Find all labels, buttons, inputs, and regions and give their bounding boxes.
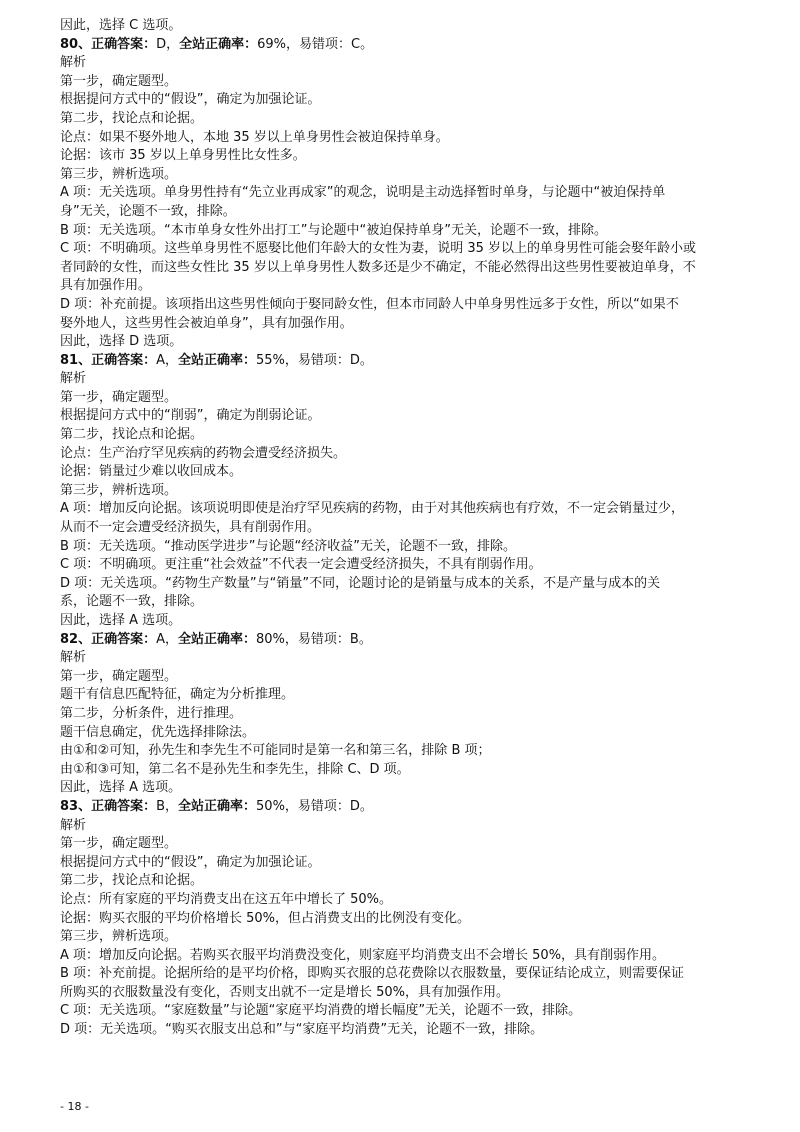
analysis-line: 第一步，确定题型。 [60,668,178,684]
analysis-line: 因此，选择 A 选项。 [60,613,182,628]
page-number: - 18 - [60,1100,89,1113]
answer-value: A， [156,631,178,647]
analysis-line: 因此，选择 A 选项。 [60,780,182,796]
analysis-line: 因此，选择 D 选项。 [60,334,183,350]
answer-label: 83、正确答案： [60,798,157,814]
accuracy-value: 50%，易错项：D。 [256,798,373,814]
conclusion-line: 因此，选择 C 选项。 [60,18,182,33]
analysis-line: 第一步，确定题型。 [60,389,178,405]
answer-label: 80、正确答案： [60,36,157,52]
accuracy-label: 全站正确率： [179,36,258,52]
analysis-line: 论点：如果不娶外地人，本地 35 岁以上单身男性会被迫保持单身。 [60,129,449,145]
analysis-line: C 项：无关选项。“家庭数量”与论题“家庭平均消费的增长幅度”无关，论题不一致，排除。 [60,1003,582,1019]
answer-value: D， [156,36,180,52]
accuracy-label: 全站正确率： [178,798,257,814]
analysis-heading: 解析 [60,817,87,833]
analysis-line: 根据提问方式中的“削弱”，确定为削弱论证。 [60,408,321,424]
question-block [60,352,740,631]
question-header [60,798,740,817]
question-block [60,36,740,352]
analysis-heading: 解析 [60,55,87,71]
question-header [60,36,740,55]
analysis-line: B 项：无关选项。“推动医学进步”与论题“经济收益”无关，论题不一致，排除。 [60,538,516,554]
analysis-line: 具有加强作用。 [60,278,152,294]
analysis-line: 第二步，找论点和论据。 [60,427,204,443]
analysis-line: 第一步，确定题型。 [60,73,178,89]
analysis-line: 根据提问方式中的“假设”，确定为加强论证。 [60,92,321,108]
analysis-heading: 解析 [60,371,87,387]
analysis-heading: 解析 [60,650,87,666]
accuracy-value: 80%，易错项：B。 [256,631,372,647]
accuracy-label: 全站正确率： [178,631,257,647]
analysis-line: D 项：无关选项。“购买衣服支出总和”与“家庭平均消费”无关，论题不一致，排除。 [60,1022,544,1038]
analysis-line: A 项：无关选项。单身男性持有“先立业再成家”的观念，说明是主动选择暂时单身，与论题中“被迫保持单 [60,185,666,201]
analysis-line: 系，论题不一致，排除。 [60,594,204,610]
analysis-line: 第三步，辨析选项。 [60,166,178,182]
accuracy-value: 55%，易错项：D。 [256,352,373,368]
question-block [60,631,740,798]
analysis-line: 根据提问方式中的“假设”，确定为加强论证。 [60,854,321,870]
analysis-line: C 项：不明确项。这些单身男性不愿娶比他们年龄大的女性为妻，说明 35 岁以上的单身男性可能会娶年龄小或 [60,241,697,257]
answer-value: A， [156,352,178,368]
analysis-line: 题干信息确定，优先选择排除法。 [60,724,256,740]
analysis-line: 由①和③可知，第二名不是孙先生和李先生，排除 C、D 项。 [60,761,410,777]
analysis-line: C 项：不明确项。更注重“社会效益”不代表一定会遭受经济损失，不具有削弱作用。 [60,557,542,573]
analysis-line: 第一步，确定题型。 [60,836,178,852]
analysis-line: 论点：生产治疗罕见疾病的药物会遭受经济损失。 [60,445,347,461]
analysis-line: 从而不一定会遭受经济损失，具有削弱作用。 [60,520,321,536]
analysis-line: 论点：所有家庭的平均消费支出在这五年中增长了 50%。 [60,891,393,907]
analysis-line: 第二步，分析条件，进行推理。 [60,705,243,721]
analysis-line: 所购买的衣服数量没有变化，否则支出就不一定是增长 50%，具有加强作用。 [60,984,510,1000]
question-block [60,798,740,1040]
analysis-line: D 项：补充前提。该项指出这些男性倾向于娶同龄女性，但本市同龄人中单身男性远多于女性，所以“如果不 [60,296,679,312]
analysis-line: 论据：销量过少难以收回成本。 [60,464,243,480]
analysis-line: D 项：无关选项。“药物生产数量”与“销量”不同，论题讨论的是销量与成本的关系，不是产量与成本的关 [60,575,661,591]
analysis-line: 娶外地人，这些男性会被迫单身”，具有加强作用。 [60,315,353,331]
analysis-line: 题干有信息匹配特征，确定为分析推理。 [60,687,295,703]
analysis-line: 论据：购买衣服的平均价格增长 50%，但占消费支出的比例没有变化。 [60,910,471,926]
analysis-line: 论据：该市 35 岁以上单身男性比女性多。 [60,148,306,164]
analysis-line: 由①和②可知，孙先生和李先生不可能同时是第一名和第三名，排除 B 项； [60,743,491,759]
analysis-line: 第三步，辨析选项。 [60,482,178,498]
accuracy-value: 69%，易错项：C。 [257,36,374,52]
answer-value: B， [156,798,179,814]
answer-label: 82、正确答案： [60,631,157,647]
analysis-line: B 项：补充前提。论据所给的是平均价格，即购买衣服的总花费除以衣服数量，要保证结论成立，则需要保证 [60,966,685,982]
analysis-line: B 项：无关选项。“本市单身女性外出打工”与论题中“被迫保持单身”无关，论题不一致，排除。 [60,222,607,238]
analysis-line: 身”无关，论题不一致，排除。 [60,203,236,219]
analysis-line: 第二步，找论点和论据。 [60,110,204,126]
analysis-line: A 项：增加反向论据。若购买衣服平均消费没变化，则家庭平均消费支出不会增长 50%，具有削弱作用。 [60,947,666,963]
question-header [60,631,740,650]
answer-label: 81、正确答案： [60,352,157,368]
analysis-line: 第三步，辨析选项。 [60,929,178,945]
accuracy-label: 全站正确率： [178,352,257,368]
questions-container [60,36,740,1040]
question-header [60,352,740,371]
analysis-line: 者同龄的女性，而这些女性比 35 岁以上单身男性人数多还是少不确定，不能必然得出这些男性要被迫单身，不 [60,259,696,275]
analysis-line: A 项：增加反向论据。该项说明即使是治疗罕见疾病的药物，由于对其他疾病也有疗效，不一定会销量过少， [60,501,685,517]
analysis-line: 第二步，找论点和论据。 [60,873,204,889]
